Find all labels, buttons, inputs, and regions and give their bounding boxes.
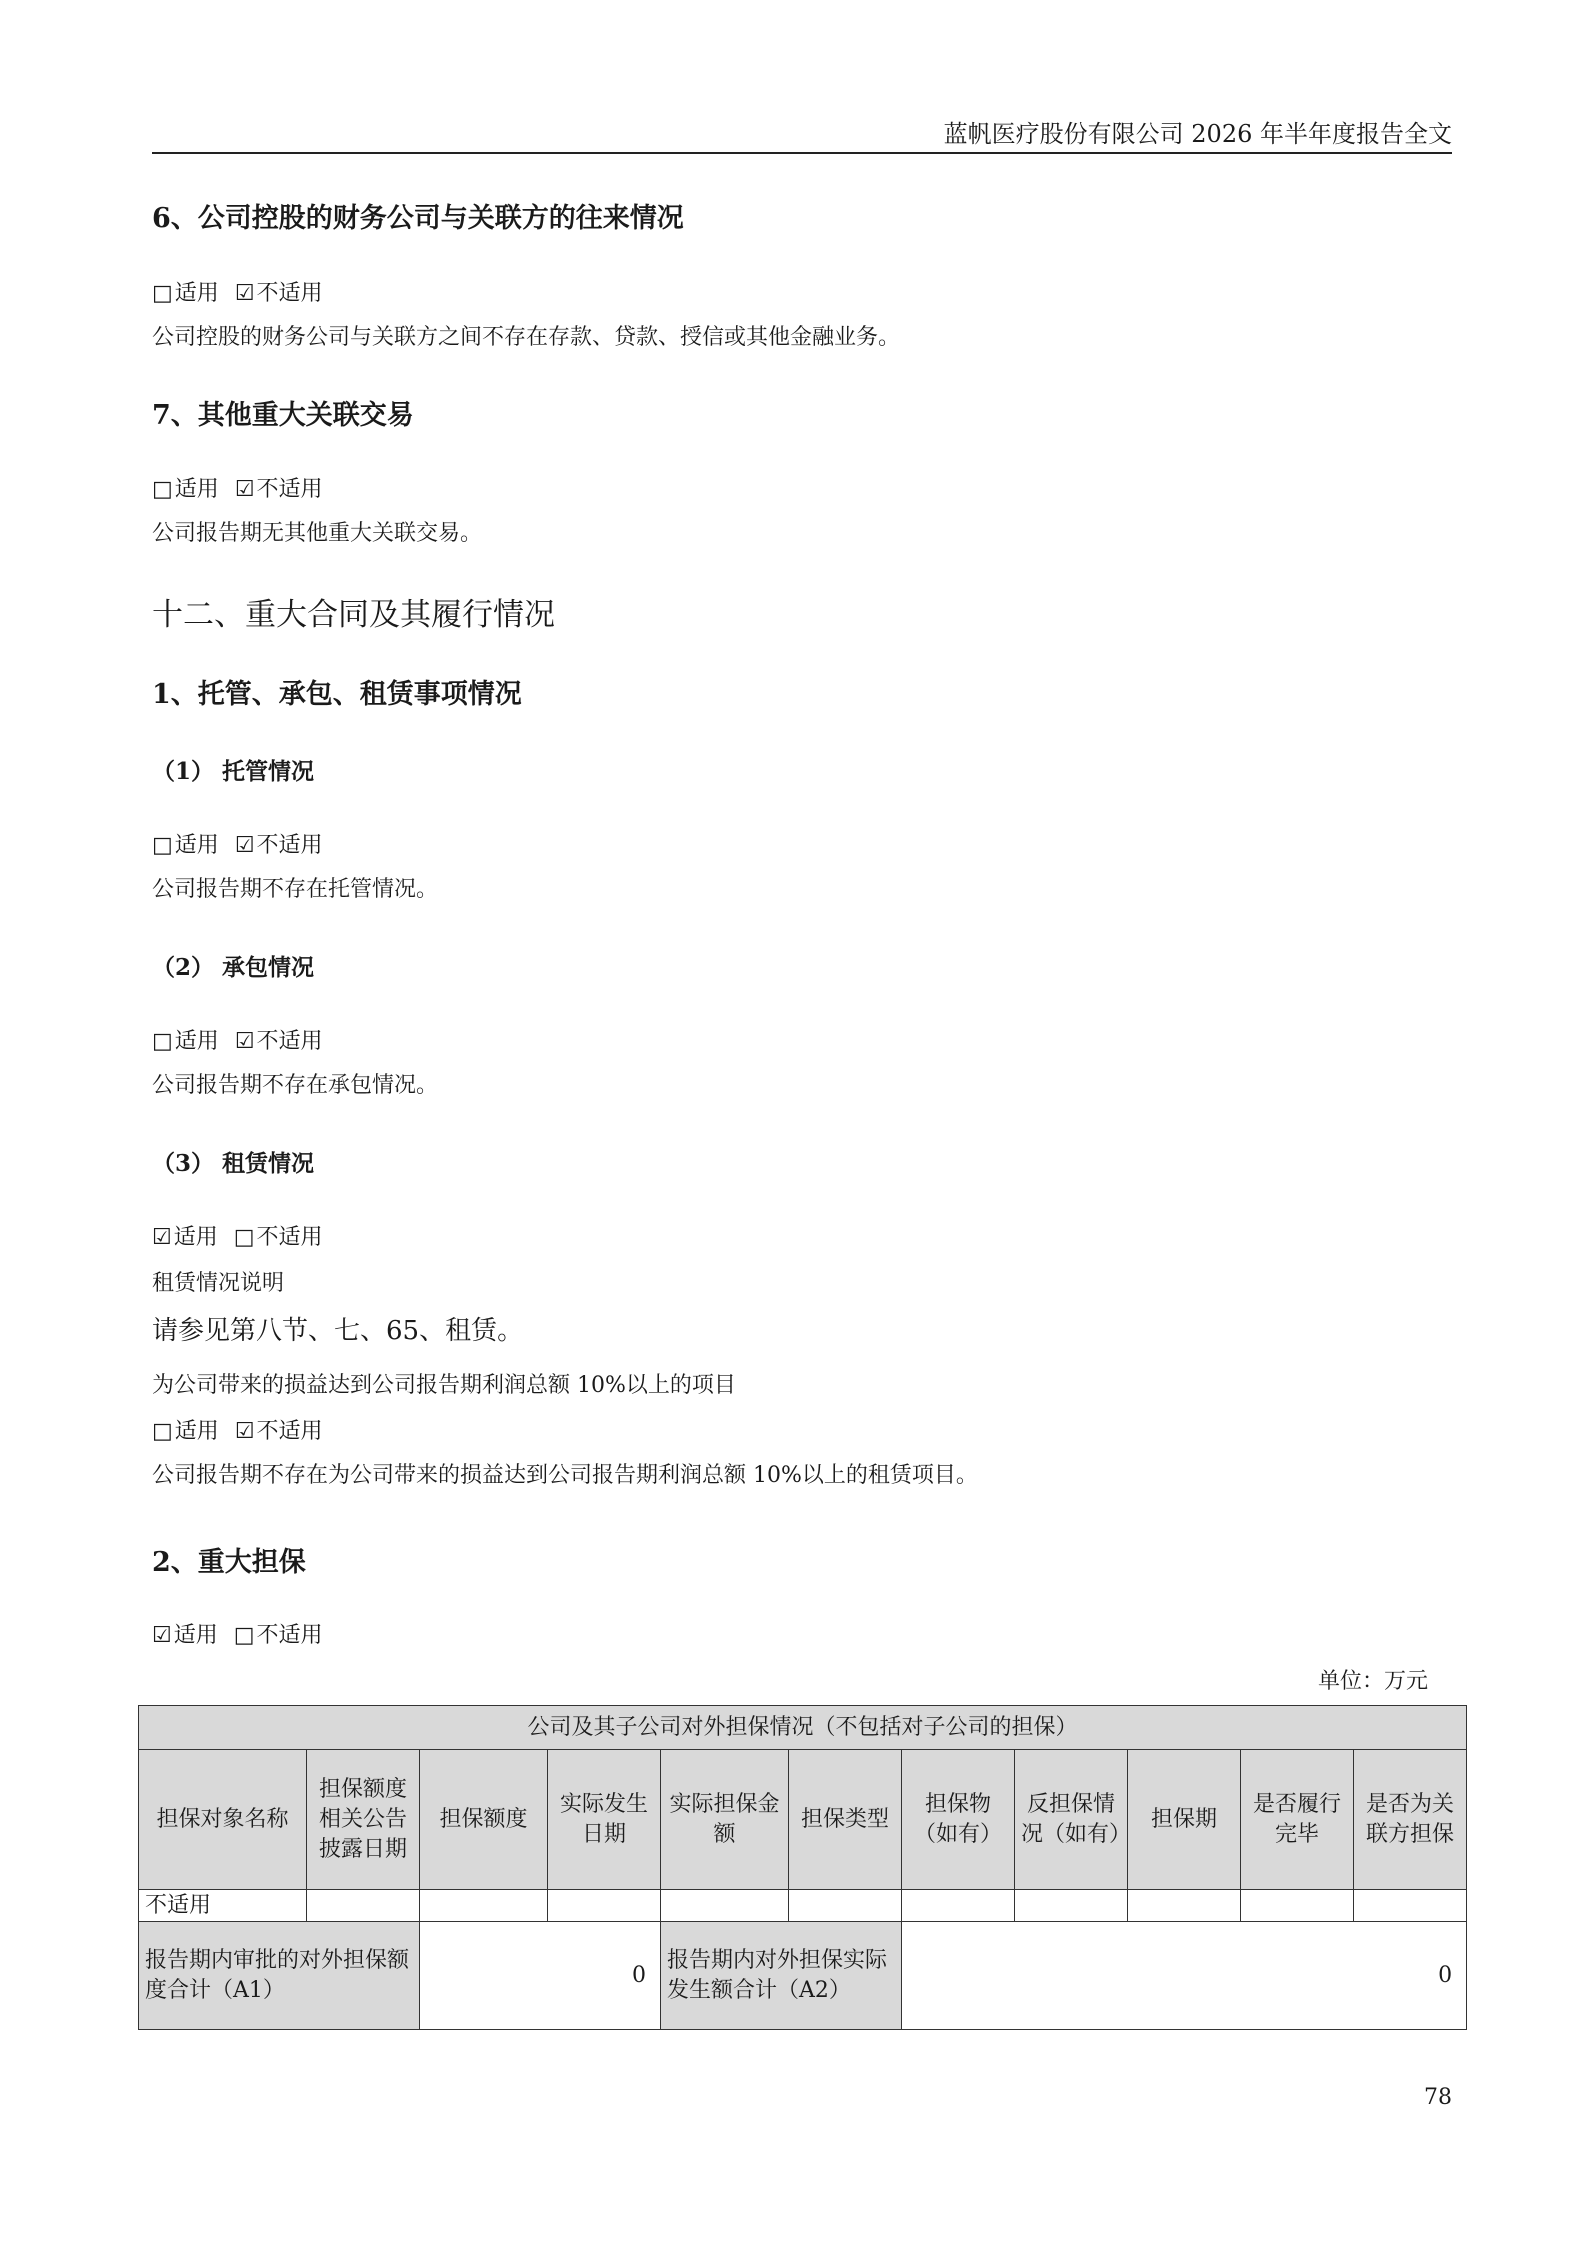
table-caption: 公司及其子公司对外担保情况（不包括对子公司的担保）: [139, 1706, 1467, 1750]
unchecked-box-icon: □: [152, 477, 173, 502]
not-applicable-label: 不适用: [256, 1225, 323, 1250]
sec6-text: 公司控股的财务公司与关联方之间不存在存款、贷款、授信或其他金融业务。: [152, 325, 901, 350]
section-7-title: 7、其他重大关联交易: [152, 400, 414, 431]
sec7-text: 公司报告期无其他重大关联交易。: [152, 521, 483, 546]
table-header-cell: 担保额度相关公告披露日期: [307, 1750, 420, 1890]
applicable-label: 适用: [174, 1029, 219, 1054]
lease-title: （3） 租赁情况: [152, 1150, 315, 1177]
table-cell: [1241, 1890, 1354, 1922]
unit-label: 单位：万元: [1317, 1669, 1428, 1694]
unchecked-box-icon: □: [152, 1029, 173, 1054]
sum-a2-value: 0: [902, 1922, 1467, 2030]
table-cell: [1128, 1890, 1241, 1922]
unchecked-box-icon: □: [152, 281, 173, 306]
not-applicable-label: 不适用: [256, 1029, 323, 1054]
table-cell: [307, 1890, 420, 1922]
applicable-label: 适用: [174, 281, 219, 306]
table-cell: [420, 1890, 548, 1922]
trust-title: （1） 托管情况: [152, 758, 315, 785]
checked-box-icon: ☑: [234, 1419, 255, 1444]
trust-text: 公司报告期不存在托管情况。: [152, 877, 439, 902]
table-cell: 不适用: [139, 1890, 307, 1922]
lease-desc-label: 租赁情况说明: [152, 1271, 285, 1296]
checked-box-icon: ☑: [234, 1029, 255, 1054]
sub2-checkbox-line: [152, 1618, 325, 1649]
checked-box-icon: ☑: [152, 1623, 172, 1648]
page-number: 78: [1424, 2085, 1452, 2110]
checked-box-icon: ☑: [234, 833, 255, 858]
section-12-title: 十二、重大合同及其履行情况: [152, 597, 555, 633]
unchecked-box-icon: □: [233, 1623, 255, 1648]
header-title: 蓝帆医疗股份有限公司 2026 年半年度报告全文: [943, 120, 1452, 148]
section-6-title: 6、公司控股的财务公司与关联方的往来情况: [152, 203, 684, 234]
lease-project-checkbox-line: [152, 1414, 325, 1445]
not-applicable-label: 不适用: [256, 1419, 323, 1444]
checked-box-icon: ☑: [234, 477, 255, 502]
not-applicable-label: 不适用: [256, 1623, 323, 1648]
applicable-label: 适用: [174, 477, 219, 502]
trust-checkbox-line: [152, 828, 325, 859]
not-applicable-label: 不适用: [256, 477, 323, 502]
checked-box-icon: ☑: [152, 1225, 172, 1250]
lease-desc-text: 请参见第八节、七、65、租赁。: [152, 1316, 524, 1346]
lease-project-text: 公司报告期不存在为公司带来的损益达到公司报告期利润总额 10%以上的租赁项目。: [152, 1463, 978, 1488]
sec6-checkbox-line: [152, 276, 325, 307]
table-header-cell: 担保期: [1128, 1750, 1241, 1890]
applicable-label: 适用: [173, 1225, 218, 1250]
sub1-title: 1、托管、承包、租赁事项情况: [152, 679, 522, 710]
not-applicable-label: 不适用: [256, 833, 323, 858]
sum-a1-value: 0: [420, 1922, 661, 2030]
table-cell: [1015, 1890, 1128, 1922]
table-cell: [548, 1890, 661, 1922]
table-header-cell: 是否履行完毕: [1241, 1750, 1354, 1890]
table-header-cell: 担保类型: [789, 1750, 902, 1890]
table-header-cell: 担保对象名称: [139, 1750, 307, 1890]
table-summary-row: [139, 1922, 1467, 2030]
table-cell: [1354, 1890, 1467, 1922]
applicable-label: 适用: [174, 833, 219, 858]
table-header-cell: 担保额度: [420, 1750, 548, 1890]
sum-a1-label: 报告期内审批的对外担保额度合计（A1）: [139, 1922, 420, 2030]
page-header: [152, 108, 1452, 154]
table-cell: [661, 1890, 789, 1922]
contract-checkbox-line: [152, 1024, 325, 1055]
table-header-cell: 实际担保金额: [661, 1750, 789, 1890]
sec7-checkbox-line: [152, 472, 325, 503]
lease-project-label: 为公司带来的损益达到公司报告期利润总额 10%以上的项目: [152, 1373, 736, 1398]
unchecked-box-icon: □: [152, 1419, 173, 1444]
table-cell: [902, 1890, 1015, 1922]
unchecked-box-icon: □: [152, 833, 173, 858]
contract-title: （2） 承包情况: [152, 954, 315, 981]
not-applicable-label: 不适用: [256, 281, 323, 306]
contract-text: 公司报告期不存在承包情况。: [152, 1073, 439, 1098]
sum-a2-label: 报告期内对外担保实际发生额合计（A2）: [661, 1922, 902, 2030]
applicable-label: 适用: [173, 1623, 218, 1648]
table-header-cell: 实际发生日期: [548, 1750, 661, 1890]
sub2-title: 2、重大担保: [152, 1547, 306, 1578]
table-header-cell: 是否为关联方担保: [1354, 1750, 1467, 1890]
table-header-cell: 担保物（如有）: [902, 1750, 1015, 1890]
applicable-label: 适用: [174, 1419, 219, 1444]
table-header-cell: 反担保情况（如有）: [1015, 1750, 1128, 1890]
checked-box-icon: ☑: [234, 281, 255, 306]
unchecked-box-icon: □: [233, 1225, 255, 1250]
table-row: [139, 1890, 1467, 1922]
lease-checkbox-line: [152, 1220, 325, 1251]
guarantee-table: [138, 1705, 1467, 2030]
table-cell: [789, 1890, 902, 1922]
